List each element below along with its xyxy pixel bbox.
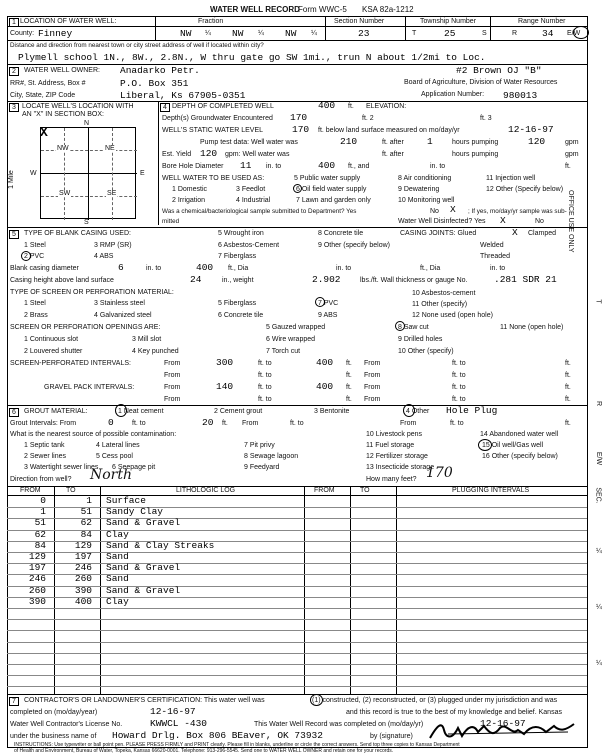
screen-ft-1b: ft. — [565, 360, 571, 367]
gravel-from-value: 140 — [216, 381, 234, 392]
disinfected-no: No — [535, 218, 544, 225]
grout-4: 4 Other — [406, 408, 430, 415]
casing-9: 9 Other (specify below) — [318, 242, 390, 249]
casing-diameter-label: Blank casing diameter — [10, 265, 79, 272]
log-row-desc: Sand & Gravel — [106, 585, 181, 596]
casing-weight-label: in., weight — [222, 277, 254, 284]
casing-6: 6 Asbestos-Cement — [218, 242, 280, 249]
office-use-label: OFFICE USE ONLY — [567, 190, 574, 253]
pump-test-hours: 1 — [427, 136, 433, 147]
bore-value: 11 — [240, 160, 252, 171]
screen-3: 3 Stainless steel — [94, 300, 145, 307]
log-row-from: 51 — [34, 517, 46, 528]
chemical-suffix: ; If yes, mo/day/yr sample was sub- — [468, 208, 567, 215]
bore-label: Bore Hole Diameter — [162, 163, 224, 170]
township-t: T — [412, 30, 417, 37]
opening-10: 10 Other (specify) — [398, 348, 454, 355]
fraction-1-quarter: ¼ — [205, 30, 211, 37]
grout-to-label: ft. to — [132, 420, 146, 427]
contam-14: 14 Abandoned water well — [480, 431, 559, 438]
application-number: 980013 — [503, 90, 538, 101]
yield-value: 120 — [200, 148, 218, 159]
record-label: This Water Well Record was completed on (mo/day/yr) — [254, 721, 424, 728]
contamination-label: What is the nearest source of possible contamination: — [10, 431, 177, 438]
log-to2-header: TO — [360, 487, 370, 494]
use-2: 2 Irrigation — [172, 197, 206, 204]
true-text: and this record is true to the best of my knowledge and belief. Kansas — [346, 709, 562, 716]
casing-1: 1 Steel — [24, 242, 46, 249]
elevation-label: ELEVATION: — [366, 103, 407, 110]
contam-9: 9 Feedyard — [244, 464, 280, 471]
howmany-value: 170 — [426, 465, 453, 481]
section-number-label: Section Number — [334, 18, 385, 25]
contam-4: 4 Lateral lines — [96, 442, 140, 449]
gravel-from-1b: From — [364, 384, 381, 391]
section-4-number: 4 — [160, 103, 170, 112]
use-10: 10 Monitoring well — [398, 197, 455, 204]
section-box — [40, 127, 136, 219]
section-box-x-mark: X — [40, 125, 48, 140]
side-ew: E/W — [595, 451, 603, 466]
log-row-from: 260 — [28, 585, 46, 596]
certification-rest: (1) constructed, (2) reconstructed, or (3) plugged under my jurisdiction and was — [312, 697, 558, 704]
log-row-to: 260 — [74, 573, 92, 584]
side-r: R — [595, 400, 603, 407]
bore-ft-end: ft. — [565, 163, 571, 170]
casing-diameter-to: 400 — [196, 262, 214, 273]
fraction-2-quarter: ¼ — [258, 30, 264, 37]
contam-1: 1 Septic tank — [24, 442, 65, 449]
business-label: under the business name of — [10, 733, 97, 740]
yield-label: Est. Yield — [162, 151, 192, 158]
screen-1: 1 Steel — [24, 300, 46, 307]
log-row-desc: Sand — [106, 573, 129, 584]
casing-4: 4 ABS — [94, 253, 114, 260]
use-1: 1 Domestic — [172, 186, 208, 193]
casing-7: 7 Fiberglass — [218, 253, 257, 260]
contam-13: 13 Insecticide storage — [366, 464, 435, 471]
grout-ft: ft. — [222, 420, 228, 427]
groundwater-1: 170 — [290, 112, 308, 123]
log-row-desc: Sand & Gravel — [106, 517, 181, 528]
record-date: 12-16-97 — [480, 718, 526, 729]
opening-8: 8 Saw cut — [398, 324, 429, 331]
log-row-from: 0 — [40, 495, 46, 506]
screen-to-2: ft. to — [258, 372, 272, 379]
screen-12: 12 None used (open hole) — [412, 312, 493, 319]
bore-in: in. to — [430, 163, 446, 170]
log-row-to: 400 — [74, 596, 92, 607]
yield-gpm-label: gpm: Well water was — [225, 151, 290, 158]
openings-label: SCREEN OR PERFORATION OPENINGS ARE: — [10, 324, 161, 331]
log-row-desc: Sand & Gravel — [106, 562, 181, 573]
casing-height-label: Casing height above land surface — [10, 277, 114, 284]
gravel-from-1: From — [164, 384, 181, 391]
gravel-to-2b: ft. to — [452, 396, 466, 403]
casing-2: 2 PVC — [24, 253, 45, 260]
gravel-to-2: ft. to — [258, 396, 272, 403]
signature — [428, 720, 578, 742]
groundwater-2-label: ft. 2 — [362, 115, 374, 122]
log-row-desc: Clay — [106, 596, 129, 607]
log-row-from: 129 — [28, 551, 46, 562]
screen-11: 11 Other (specify) — [412, 301, 468, 308]
static-level-value: 170 — [292, 124, 310, 135]
grout-from-value: 0 — [108, 417, 114, 428]
groundwater-label: Depth(s) Groundwater Encountered — [162, 115, 273, 122]
opening-1: 1 Continuous slot — [24, 336, 79, 343]
disinfected-label: Water Well Disinfected? Yes — [398, 218, 486, 225]
form-number: Form WWC-5 — [298, 5, 347, 14]
screen-from-1b: From — [364, 360, 381, 367]
screen-to-1b: ft. to — [452, 360, 466, 367]
section-7-number: 7 — [9, 697, 19, 706]
contam-2: 2 Sewer lines — [24, 453, 67, 460]
section-1-number: 1 — [9, 18, 19, 27]
use-5: 5 Public water supply — [294, 175, 361, 182]
township-number-label: Township Number — [420, 18, 477, 25]
grout-to-value: 20 — [202, 417, 214, 428]
depth-value: 400 — [318, 100, 336, 111]
casing-diameter: 6 — [118, 262, 124, 273]
casing-diameter-in-to: in. to — [146, 265, 162, 272]
pump-test-hours-label: hours pumping — [452, 139, 499, 146]
screen-5: 5 Fiberglass — [218, 300, 257, 307]
log-row-from: 246 — [28, 573, 46, 584]
casing-joints-x: X — [512, 227, 518, 238]
fraction-label: Fraction — [198, 18, 224, 25]
contam-5: 5 Cess pool — [96, 453, 133, 460]
use-9: 9 Dewatering — [398, 186, 440, 193]
screen-to-1-value: 400 — [316, 357, 334, 368]
side-sec: SEC. — [594, 487, 602, 504]
log-row-desc: Sand — [106, 551, 129, 562]
contam-8: 8 Sewage lagoon — [244, 453, 299, 460]
distance-label: Distance and direction from nearest town or city street address of well if located within city? — [10, 42, 264, 49]
screen-to-2b: ft. to — [452, 372, 466, 379]
completed-label: completed on (mo/day/year) — [10, 709, 98, 716]
screen-from-1-value: 300 — [216, 357, 234, 368]
log-row-from: 1 — [40, 506, 46, 517]
city-label: City, State, ZIP Code — [10, 92, 76, 99]
log-to-header: TO — [66, 487, 76, 494]
direction-value: North — [90, 467, 133, 483]
opening-9: 9 Drilled holes — [398, 336, 443, 343]
screen-intervals-label: SCREEN-PERFORATED INTERVALS: — [10, 360, 131, 367]
grout-from-2: From — [242, 420, 259, 427]
screen-ft-1: ft. — [346, 360, 352, 367]
screen-2: 2 Brass — [24, 312, 48, 319]
grout-3: 3 Bentonite — [314, 408, 350, 415]
direction-label: Direction from well? — [10, 476, 72, 483]
section-6-number: 6 — [9, 408, 19, 417]
range-r: R — [512, 30, 518, 37]
application-label: Application Number: — [421, 91, 485, 98]
chemical-label: Was a chemical/bacteriological sample submitted to Department? Yes — [162, 208, 357, 215]
screen-label: TYPE OF SCREEN OR PERFORATION MATERIAL: — [10, 289, 174, 296]
distance-value: Plymell school 1N., 8W., 2.8N., W thru gate go SW 1mi., trun N about 1/2mi to Loc. — [18, 52, 486, 63]
gravel-ft-1b: ft. — [565, 384, 571, 391]
grout-to-3: ft. to — [450, 420, 464, 427]
range-number: 34 — [542, 28, 554, 39]
side-quarter-2: ¼ — [596, 604, 602, 611]
pump-test-ft: 210 — [340, 136, 358, 147]
opening-4: 4 Key punched — [132, 348, 179, 355]
signature-label: by (signature) — [370, 733, 413, 740]
static-level-date: 12-16-97 — [508, 124, 554, 135]
instructions-1: INSTRUCTIONS: Use typewriter or ball point pen. PLEASE PRESS FIRMLY and PRINT clearly. Please fill in blanks, underline or circle the correct answers. Send top three copies to Kansas Department — [14, 742, 460, 748]
opening-7: 7 Torch cut — [266, 348, 301, 355]
side-quarter-1: ¼ — [596, 548, 602, 555]
log-from-header: FROM — [20, 487, 41, 494]
gravel-to-1b: ft. to — [452, 384, 466, 391]
contam-12: 12 Fertilizer storage — [366, 453, 428, 460]
contam-7: 7 Pit privy — [244, 442, 275, 449]
casing-clamped: Clamped — [528, 230, 557, 237]
log-row-from: 197 — [28, 562, 46, 573]
log-row-to: 84 — [80, 529, 92, 540]
depth-ft: ft. — [348, 103, 354, 110]
pump-test-gpm-label: gpm — [565, 139, 579, 146]
address-value: P.O. Box 351 — [120, 78, 189, 89]
township-s: S — [482, 30, 487, 37]
section-box-s: S — [84, 219, 89, 226]
bore-and: ft., and — [348, 163, 370, 170]
gravel-from-2b: From — [364, 396, 381, 403]
disinfected-x: X — [500, 215, 506, 226]
casing-joints-label: CASING JOINTS: Glued — [400, 230, 477, 237]
casing-dia-in-to-3: in. to — [490, 265, 506, 272]
casing-5: 5 Wrought iron — [218, 230, 264, 237]
mitted-label: mitted — [162, 218, 180, 225]
groundwater-3-label: ft. 3 — [480, 115, 492, 122]
quadrant-se: SE — [107, 190, 117, 197]
use-7: 7 Lawn and garden only — [296, 197, 371, 204]
section-3-number: 3 — [9, 103, 19, 112]
gravel-ft-2b: ft. — [565, 396, 571, 403]
gravel-to-1: ft. to — [258, 384, 272, 391]
section-box-w: W — [30, 170, 37, 177]
gravel-ft-1: ft. — [346, 384, 352, 391]
completed-date: 12-16-97 — [150, 706, 196, 717]
casing-8: 8 Concrete tile — [318, 230, 364, 237]
grout-1: 1 Neat cement — [118, 408, 164, 415]
grout-other-value: Hole Plug — [446, 405, 498, 416]
log-row-desc: Surface — [106, 495, 146, 506]
certification-label: CONTRACTOR'S OR LANDOWNER'S CERTIFICATION: This water well was — [24, 697, 265, 704]
log-row-from: 390 — [28, 596, 46, 607]
yield-gpm-end: gpm — [565, 151, 579, 158]
casing-dia-in-to-2: in. to — [336, 265, 352, 272]
casing-label: TYPE OF BLANK CASING USED: — [24, 230, 131, 237]
section-box-e: E — [140, 170, 145, 177]
section-2-number: 2 — [9, 67, 19, 76]
log-from2-header: FROM — [314, 487, 335, 494]
screen-7: 7 PVC — [318, 300, 339, 307]
pump-test-after: ft. after — [382, 139, 404, 146]
yield-hours-label: hours pumping — [452, 151, 499, 158]
pump-test-gpm: 120 — [528, 136, 546, 147]
owner-label: WATER WELL OWNER: — [24, 67, 100, 74]
contam-6: 6 Seepage pit — [112, 464, 156, 471]
casing-wall-label: lbs./ft. Wall thickness or gauge No. — [360, 277, 468, 284]
fraction-3: NW — [285, 28, 297, 39]
contam-15: 15 Oil well/Gas well — [482, 442, 544, 449]
opening-3: 3 Mill slot — [132, 336, 162, 343]
gravel-ft-2: ft. — [346, 396, 352, 403]
depth-label: DEPTH OF COMPLETED WELL — [172, 103, 274, 110]
grout-2: 2 Cement grout — [214, 408, 263, 415]
opening-5: 5 Gauzed wrapped — [266, 324, 326, 331]
fraction-1: NW — [180, 28, 192, 39]
locate-label-1: LOCATE WELL'S LOCATION WITH — [22, 103, 134, 110]
casing-dia-label: ft., Dia — [228, 265, 249, 272]
range-ew: E/W — [567, 30, 581, 37]
log-row-desc: Clay — [106, 529, 129, 540]
log-row-from: 84 — [34, 540, 46, 551]
use-4: 4 Industrial — [236, 197, 271, 204]
casing-wall: .281 SDR 21 — [494, 274, 557, 285]
section-box-mile: 1 Mile — [7, 170, 15, 189]
gravel-label: GRAVEL PACK INTERVALS: — [44, 384, 135, 391]
bore-to-value: 400 — [318, 160, 336, 171]
screen-from-2b: From — [364, 372, 381, 379]
casing-welded: Welded — [480, 242, 504, 249]
screen-to-1: ft. to — [258, 360, 272, 367]
log-row-to: 197 — [74, 551, 92, 562]
screen-6: 6 Concrete tile — [218, 312, 264, 319]
chemical-no: No — [430, 208, 439, 215]
quadrant-ne: NE — [105, 145, 115, 152]
log-lithologic-header: LITHOLOGIC LOG — [176, 487, 236, 494]
instructions-2: of Health and Environment, Bureau of Water, Topeka, Kansas 66620-0001. Telephone: 913-296-5545. Send one to WATER WELL OWNER and retain one for your records. — [14, 748, 394, 754]
log-plugging-header: PLUGGING INTERVALS — [452, 487, 530, 494]
contam-11: 11 Fuel storage — [366, 442, 415, 449]
casing-3: 3 RMP (SR) — [94, 242, 132, 249]
grout-from-3: From — [400, 420, 417, 427]
side-quarter-3: ¼ — [596, 660, 602, 667]
howmany-label: How many feet? — [366, 476, 417, 483]
screen-10: 10 Asbestos-cement — [412, 290, 476, 297]
use-8: 8 Air conditioning — [398, 175, 452, 182]
chemical-x: X — [450, 204, 456, 215]
locate-label-2: AN "X" IN SECTION BOX: — [22, 111, 104, 118]
opening-2: 2 Louvered shutter — [24, 348, 83, 355]
use-11: 11 Injection well — [486, 175, 536, 182]
grout-intervals-label: Grout Intervals: From — [10, 420, 77, 427]
well-name: #2 Brown OJ "B" — [456, 65, 542, 76]
fraction-2: NW — [232, 28, 244, 39]
range-number-label: Range Number — [518, 18, 566, 25]
log-row-to: 390 — [74, 585, 92, 596]
pump-test-label: Pump test data: Well water was — [200, 139, 298, 146]
screen-from-2: From — [164, 372, 181, 379]
log-row-to: 246 — [74, 562, 92, 573]
static-level-suffix: ft. below land surface measured on mo/day/yr — [318, 127, 460, 134]
board-label: Board of Agriculture, Division of Water Resources — [404, 79, 558, 86]
grout-ft-3: ft. — [565, 420, 571, 427]
log-row-to: 62 — [80, 517, 92, 528]
business-value: Howard Drlg. Box 806 BEaver, OK 73932 — [112, 730, 323, 741]
bore-in-to: in. to — [266, 163, 282, 170]
screen-9: 9 ABS — [318, 312, 338, 319]
grout-label: GROUT MATERIAL: — [24, 408, 88, 415]
screen-ft-2: ft. — [346, 372, 352, 379]
quadrant-nw: NW — [57, 145, 69, 152]
grout-to-2: ft. to — [290, 420, 304, 427]
log-row-from: 62 — [34, 529, 46, 540]
casing-weight: 2.902 — [312, 274, 341, 285]
log-row-to: 51 — [80, 506, 92, 517]
ksa-number: KSA 82a-1212 — [362, 5, 414, 14]
contam-3: 3 Watertight sewer lines — [24, 464, 99, 471]
county-label: County: — [10, 30, 35, 37]
location-label: LOCATION OF WATER WELL: — [20, 18, 117, 25]
log-row-desc: Sandy Clay — [106, 506, 164, 517]
section-number: 23 — [358, 28, 370, 39]
owner-value: Anadarko Petr. — [120, 65, 200, 76]
section-5-number: 5 — [9, 230, 19, 239]
use-12: 12 Other (Specify below) — [486, 186, 564, 193]
contam-10: 10 Livestock pens — [366, 431, 423, 438]
screen-4: 4 Galvanized steel — [94, 312, 152, 319]
casing-dia-label-2: ft., Dia — [420, 265, 441, 272]
contam-16: 16 Other (specify below) — [482, 453, 558, 460]
license-number: KWWCL -430 — [150, 718, 208, 729]
quadrant-sw: SW — [59, 190, 71, 197]
gravel-from-2: From — [164, 396, 181, 403]
log-row-to: 129 — [74, 540, 92, 551]
casing-threaded: Threaded — [480, 253, 510, 260]
rr-label: RR#, St. Address, Box # — [10, 80, 86, 87]
screen-from-1: From — [164, 360, 181, 367]
township-number: 25 — [444, 28, 456, 39]
static-level-label: WELL'S STATIC WATER LEVEL — [162, 127, 264, 134]
fraction-3-quarter: ¼ — [311, 30, 317, 37]
log-row-desc: Sand & Clay Streaks — [106, 540, 215, 551]
use-3: 3 Feedlot — [236, 186, 266, 193]
side-t: T — [594, 299, 602, 304]
county-value: Finney — [38, 28, 73, 39]
use-label: WELL WATER TO BE USED AS: — [162, 175, 265, 182]
license-label: Water Well Contractor's License No. — [10, 721, 123, 728]
yield-after: ft. after — [382, 151, 404, 158]
casing-height: 24 — [190, 274, 202, 285]
log-row-to: 1 — [86, 495, 92, 506]
city-value: Liberal, Ks 67905-0351 — [120, 90, 246, 101]
form-title: WATER WELL RECORD — [210, 5, 300, 14]
opening-6: 6 Wire wrapped — [266, 336, 316, 343]
gravel-to-value: 400 — [316, 381, 334, 392]
screen-ft-2b: ft. — [565, 372, 571, 379]
opening-11: 11 None (open hole) — [500, 324, 564, 331]
use-6: 6 Oil field water supply — [296, 186, 367, 193]
section-box-n: N — [84, 120, 90, 127]
